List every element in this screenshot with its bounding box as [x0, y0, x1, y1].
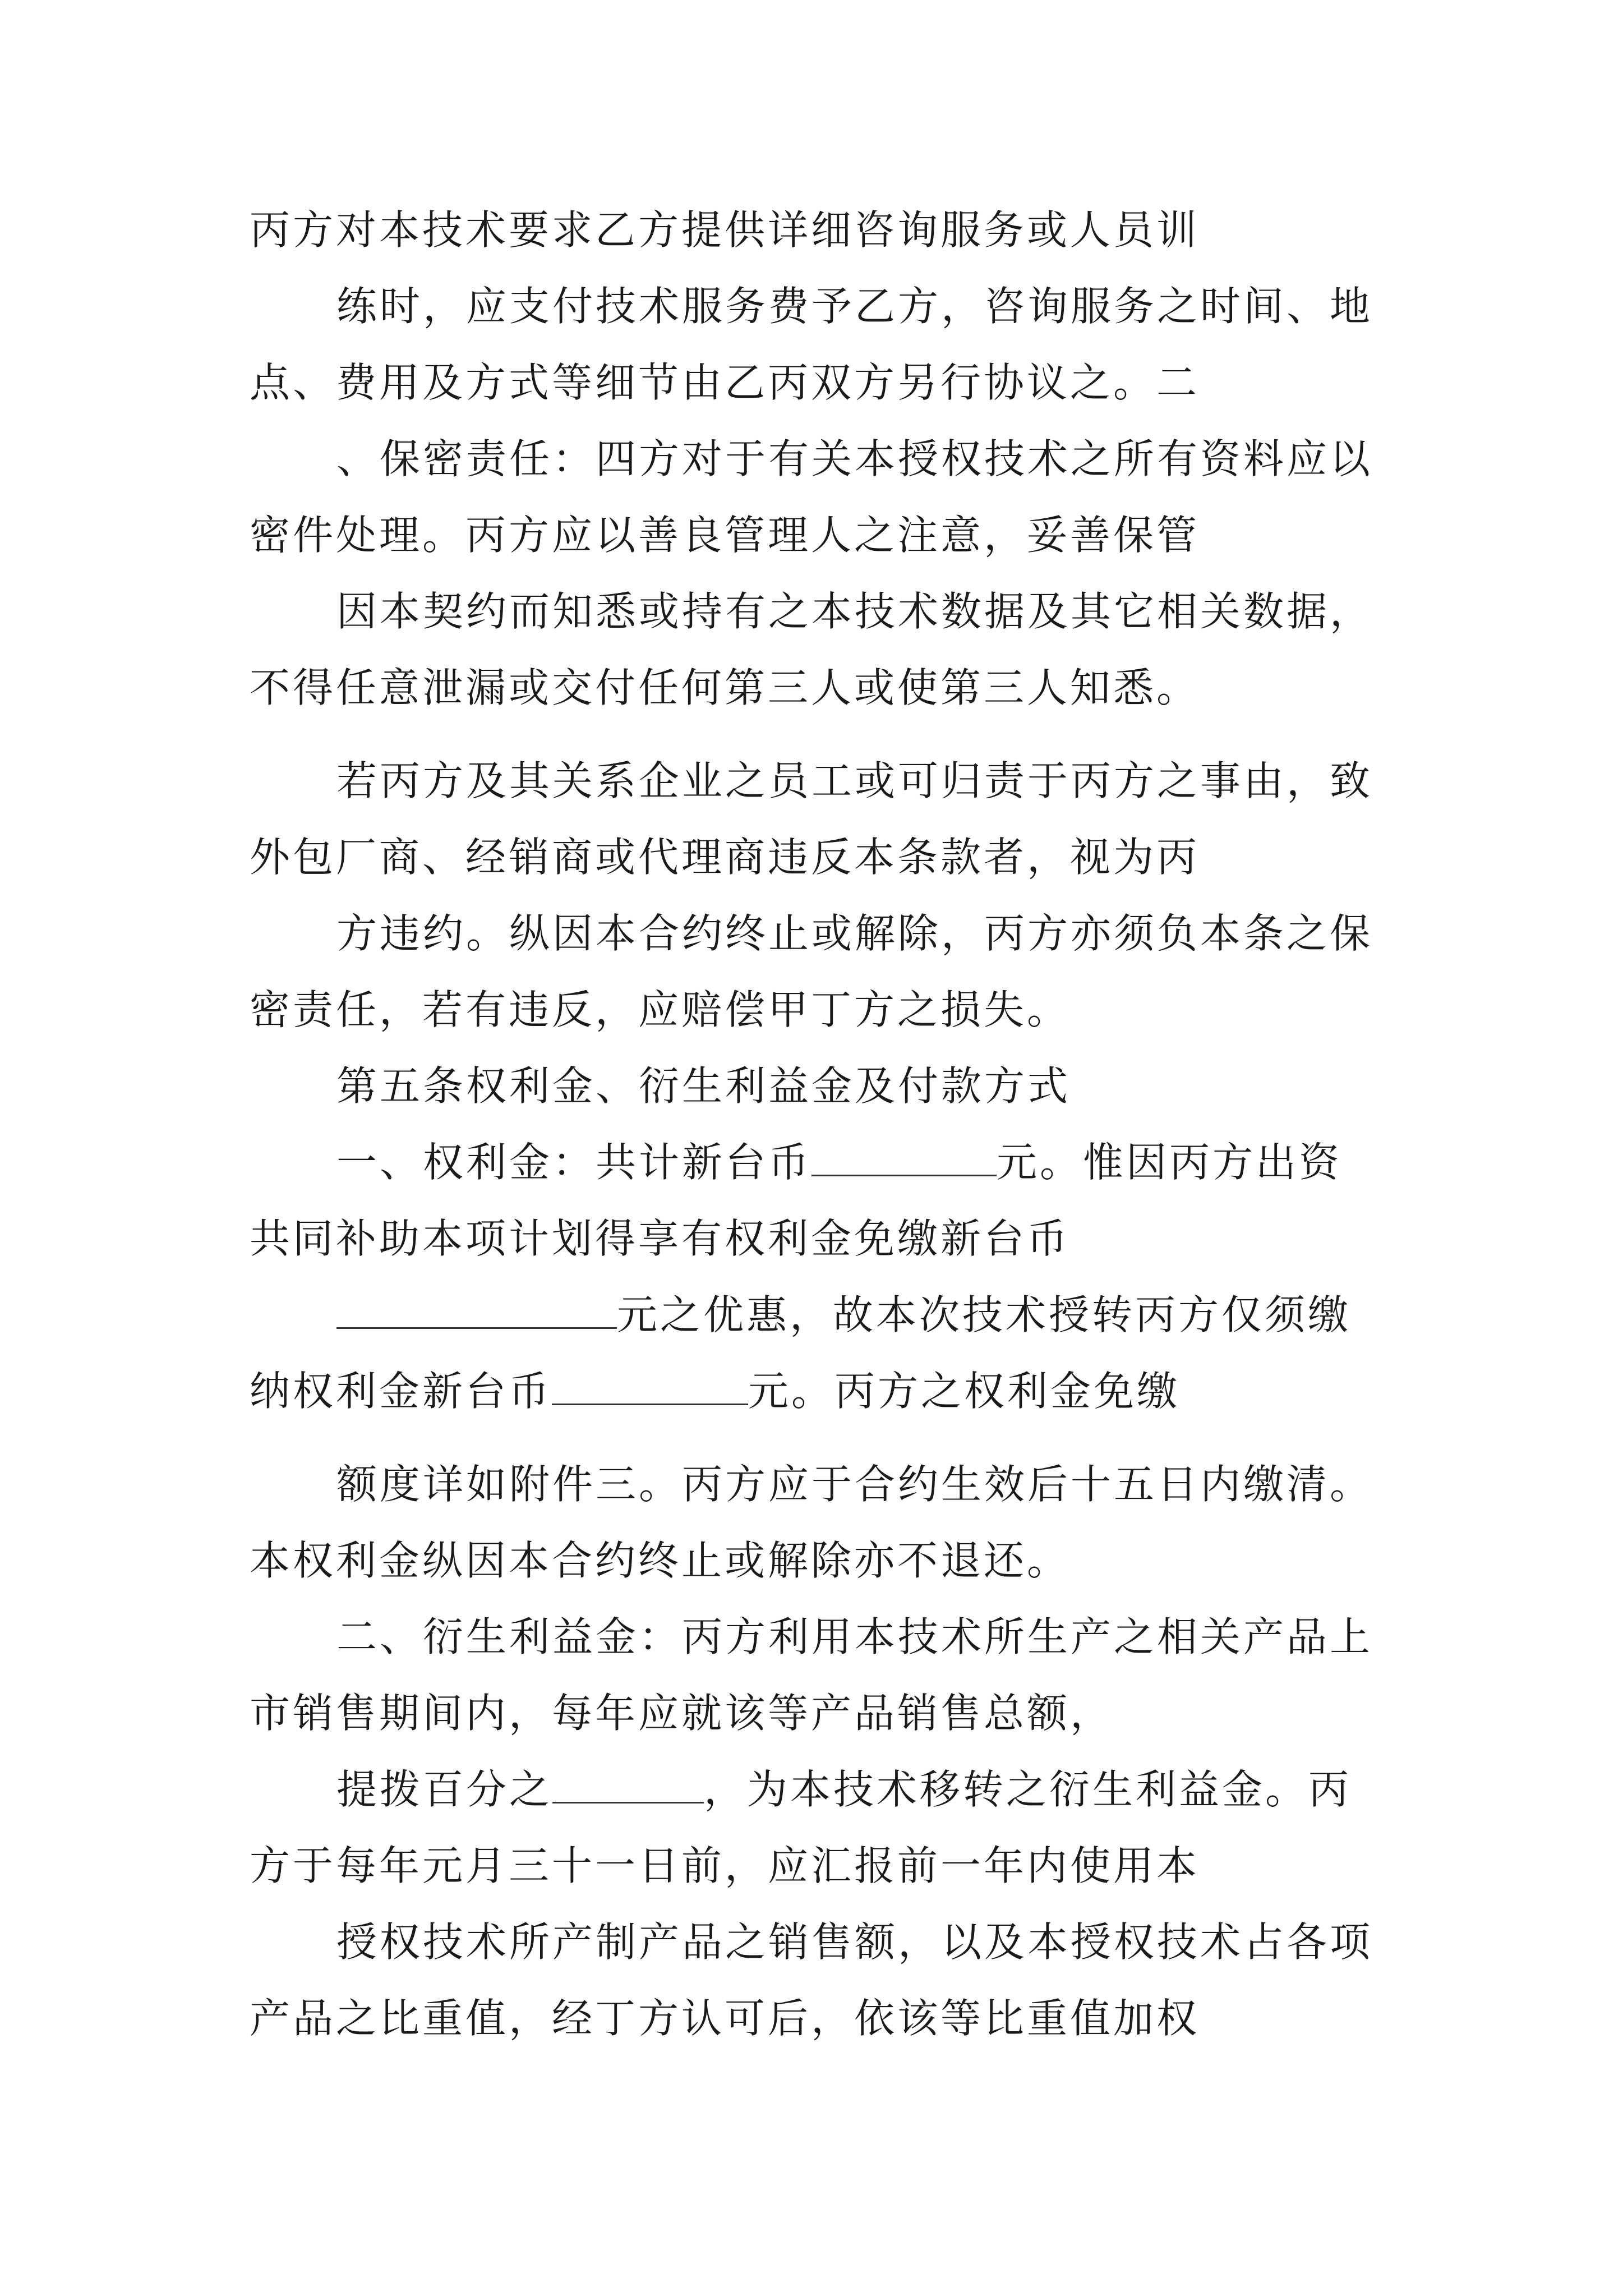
royalty-suffix: 元。惟因丙方出资 — [997, 1139, 1343, 1186]
text-line: 因本契约而知悉或持有之本技术数据及其它相关数据， — [336, 588, 1373, 635]
discount-suffix: 元之优惠，故本次技术授转丙方仅须缴 — [617, 1291, 1352, 1338]
royalty-prefix: 一、权利金：共计新台币 — [336, 1139, 812, 1186]
text-line: 方于每年元月三十一日前，应汇报前一年内使用本 — [250, 1842, 1200, 1889]
section-heading: 第五条权利金、衍生利益金及付款方式 — [336, 1062, 1071, 1110]
text-line: 不得任意泄漏或交付任何第三人或使第三人知悉。 — [250, 664, 1200, 711]
text-line: 丙方对本技术要求乙方提供详细咨询服务或人员训 — [250, 206, 1200, 254]
text-line: 共同补助本项计划得享有权利金免缴新台币 — [250, 1215, 1071, 1262]
royalty-amount-blank — [811, 1139, 997, 1176]
net-royalty-suffix: 元。丙方之权利金免缴 — [748, 1368, 1181, 1415]
percent-blank — [552, 1766, 704, 1803]
text-line: 、保密责任：四方对于有关本授权技术之所有资料应以 — [336, 435, 1373, 482]
text-line-net-royalty — [250, 1363, 1180, 1419]
net-royalty-prefix: 纳权利金新台币 — [250, 1368, 552, 1415]
text-line-discount — [336, 1287, 1351, 1343]
text-line: 点、费用及方式等细节由乙丙双方另行协议之。二 — [250, 359, 1200, 406]
text-line: 外包厂商、经销商或代理商违反本条款者，视为丙 — [250, 834, 1200, 881]
text-line: 授权技术所产制产品之销售额，以及本授权技术占各项 — [336, 1918, 1373, 1966]
text-line: 市销售期间内，每年应就该等产品销售总额， — [250, 1690, 1114, 1737]
text-line: 密责任，若有违反，应赔偿甲丁方之损失。 — [250, 986, 1071, 1033]
net-royalty-blank — [552, 1368, 748, 1405]
text-line: 本权利金纵因本合约终止或解除亦不退还。 — [250, 1537, 1071, 1584]
text-line: 若丙方及其关系企业之员工或可归责于丙方之事由，致 — [336, 757, 1373, 804]
text-line: 密件处理。丙方应以善良管理人之注意，妥善保管 — [250, 512, 1200, 559]
text-line: 额度详如附件三。丙方应于合约生效后十五日内缴清。 — [336, 1461, 1373, 1508]
percent-prefix: 提拨百分之 — [336, 1766, 553, 1813]
text-line: 产品之比重值，经丁方认可后，依该等比重值加权 — [250, 1995, 1200, 2042]
text-line: 练时，应支付技术服务费予乙方，咨询服务之时间、地 — [336, 283, 1373, 330]
text-line: 二、衍生利益金：丙方利用本技术所生产之相关产品上 — [336, 1613, 1373, 1660]
percent-suffix: ，为本技术移转之衍生利益金。丙 — [704, 1766, 1352, 1813]
text-line-percent — [336, 1761, 1352, 1818]
text-line: 方违约。纵因本合约终止或解除，丙方亦须负本条之保 — [336, 910, 1373, 957]
discount-amount-blank — [336, 1291, 617, 1329]
text-line-royalty — [336, 1134, 1342, 1190]
